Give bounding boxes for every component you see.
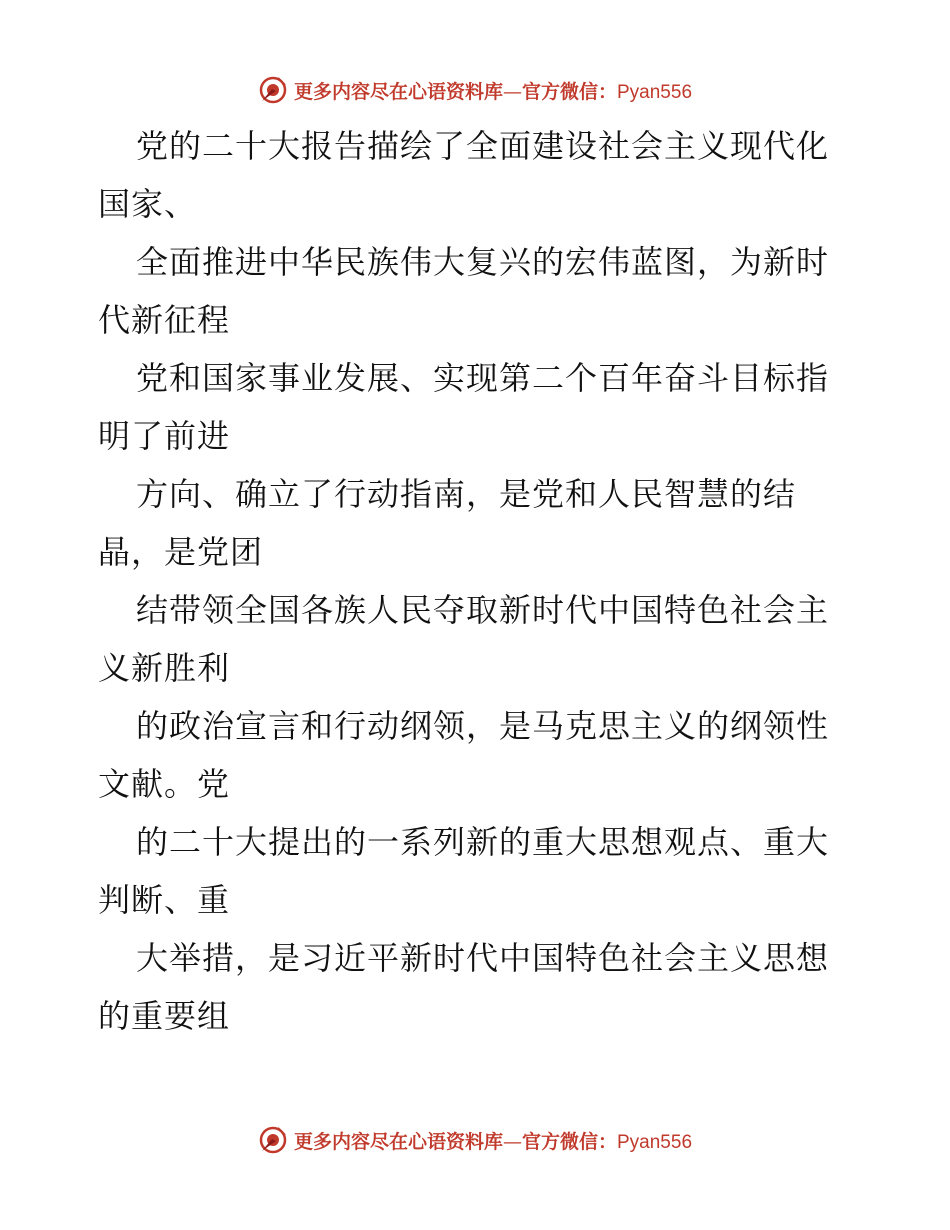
text-line: 全面推进中华民族伟大复兴的宏伟蓝图，为新时 [136,243,830,281]
footer-banner [0,1120,950,1160]
banner-separator: — [502,80,522,103]
banner-contact-label: 官方微信： [521,1130,617,1153]
banner-contact-label: 官方微信： [521,80,617,103]
banner-slogan: 更多内容尽在心语资料库 [293,80,503,103]
text-line: 文献。党 [98,765,231,803]
banner-contact-id: Pyan556 [617,1131,693,1153]
document-body [98,117,858,1045]
pen-circle-logo-icon [258,75,288,105]
text-line: 义新胜利 [98,649,231,687]
text-line: 方向、确立了行动指南，是党和人民智慧的结 [136,475,797,513]
text-line: 的重要组 [98,997,231,1035]
banner-slogan: 更多内容尽在心语资料库 [293,1130,503,1153]
text-line: 大举措，是习近平新时代中国特色社会主义思想 [136,939,830,977]
text-line: 晶，是党团 [98,533,264,571]
text-line: 结带领全国各族人民夺取新时代中国特色社会主 [136,591,830,629]
banner-text [294,1127,692,1154]
banner-text [294,77,692,104]
pen-circle-logo-icon [258,1125,288,1155]
text-line: 党的二十大报告描绘了全面建设社会主义现代化 [136,127,830,165]
banner-contact-id: Pyan556 [617,81,693,103]
text-line: 国家、 [98,185,198,223]
text-line: 党和国家事业发展、实现第二个百年奋斗目标指 [136,359,830,397]
banner-separator: — [502,1130,522,1153]
text-line: 的政治宣言和行动纲领，是马克思主义的纲领性 [136,707,830,745]
text-line: 判断、重 [98,881,231,919]
text-line: 的二十大提出的一系列新的重大思想观点、重大 [136,823,830,861]
header-banner [0,70,950,110]
text-line: 代新征程 [98,301,231,339]
text-line: 明了前进 [98,417,231,455]
